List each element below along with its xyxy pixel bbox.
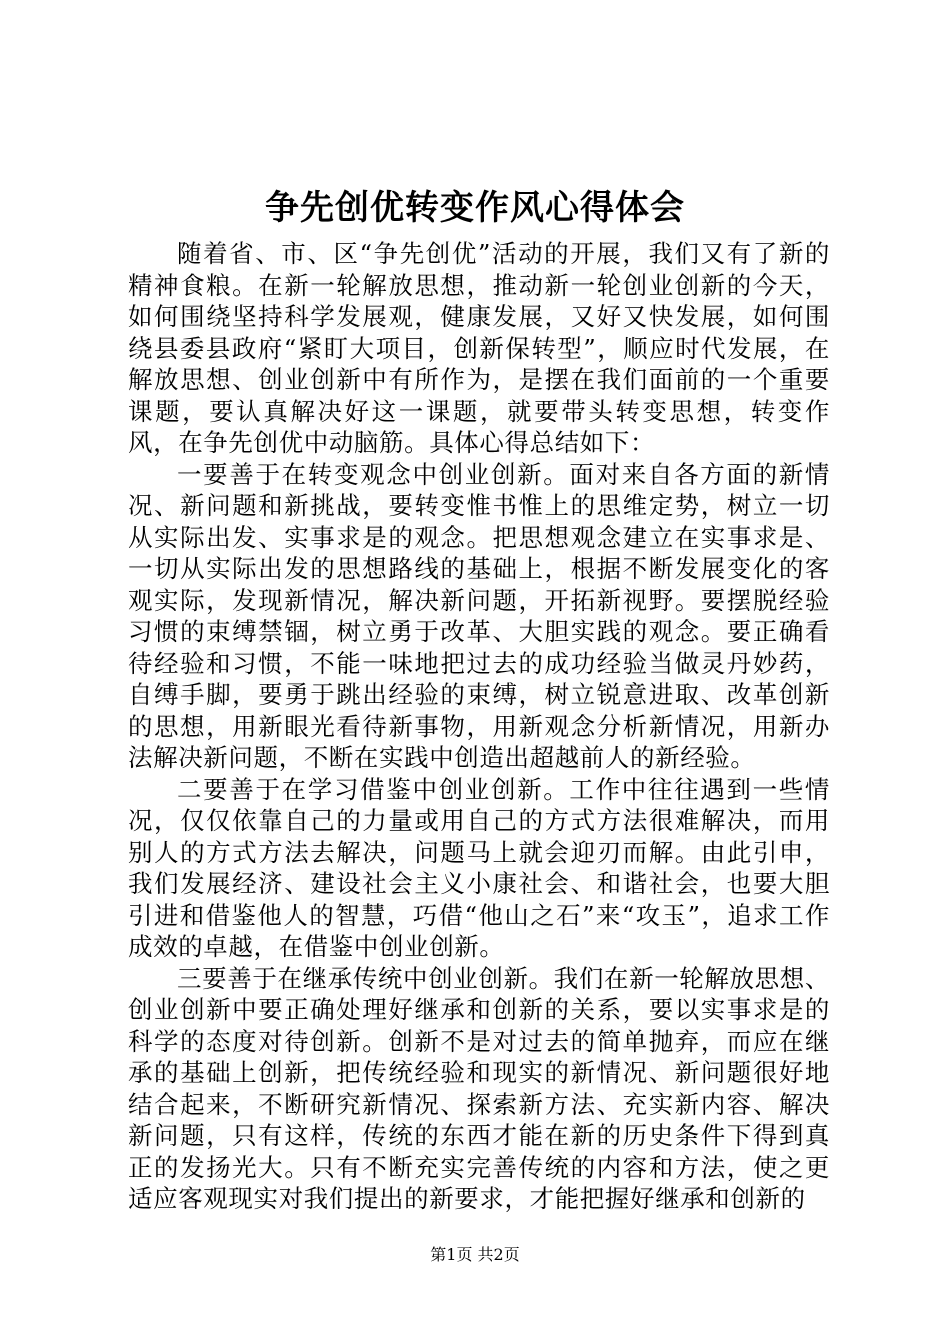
document-body xyxy=(128,238,830,1215)
paragraph-point-one: 一要善于在转变观念中创业创新。面对来自各方面的新情况、新问题和新挑战，要转变惟书惟上的思维定势，树立一切从实际出发、实事求是的观念。把思想观念建立在实事求是、一切从实际出发的思想路线的基础上，根据不断发展变化的客观实际，发现新情况，解决新问题，开拓新视野。要摆脱经验习惯的束缚禁锢，树立勇于改革、大胆实践的观念。要正确看待经验和习惯，不能一味地把过去的成功经验当做灵丹妙药，自缚手脚，要勇于跳出经验的束缚，树立锐意进取、改革创新的思想，用新眼光看待新事物，用新观念分析新情况，用新办法解决新问题，不断在实践中创造出超越前人的新经验。 xyxy=(128,459,830,772)
document-title: 争先创优转变作风心得体会 xyxy=(265,188,685,228)
paragraph-point-two: 二要善于在学习借鉴中创业创新。工作中往往遇到一些情况，仅仅依靠自己的力量或用自己的方式方法很难解决，而用别人的方式方法去解决，问题马上就会迎刃而解。由此引申，我们发展经济、建设社会主义小康社会、和谐社会，也要大胆引进和借鉴他人的智慧，巧借“他山之石”来“攻玉”，追求工作成效的卓越，在借鉴中创业创新。 xyxy=(128,774,830,961)
paragraph-intro: 随着省、市、区“争先创优”活动的开展，我们又有了新的精神食粮。在新一轮解放思想，推动新一轮创业创新的今天，如何围绕坚持科学发展观，健康发展，又好又快发展，如何围绕县委县政府“紧盯大项目，创新保转型”，顺应时代发展，在解放思想、创业创新中有所作为，是摆在我们面前的一个重要课题，要认真解决好这一课题，就要带头转变思想，转变作风，在争先创优中动脑筋。具体心得总结如下： xyxy=(128,239,830,457)
paragraph-point-three: 三要善于在继承传统中创业创新。我们在新一轮解放思想、创业创新中要正确处理好继承和创新的关系，要以实事求是的科学的态度对待创新。创新不是对过去的简单抛弃，而应在继承的基础上创新，把传统经验和现实的新情况、新问题很好地结合起来，不断研究新情况、探索新方法、充实新内容、解决新问题，只有这样，传统的东西才能在新的历史条件下得到真正的发扬光大。只有不断充实完善传统的内容和方法，使之更适应客观现实对我们提出的新要求，才能把握好继承和创新的 xyxy=(128,963,830,1213)
page-number-footer: 第1页 共2页 xyxy=(430,1245,520,1264)
